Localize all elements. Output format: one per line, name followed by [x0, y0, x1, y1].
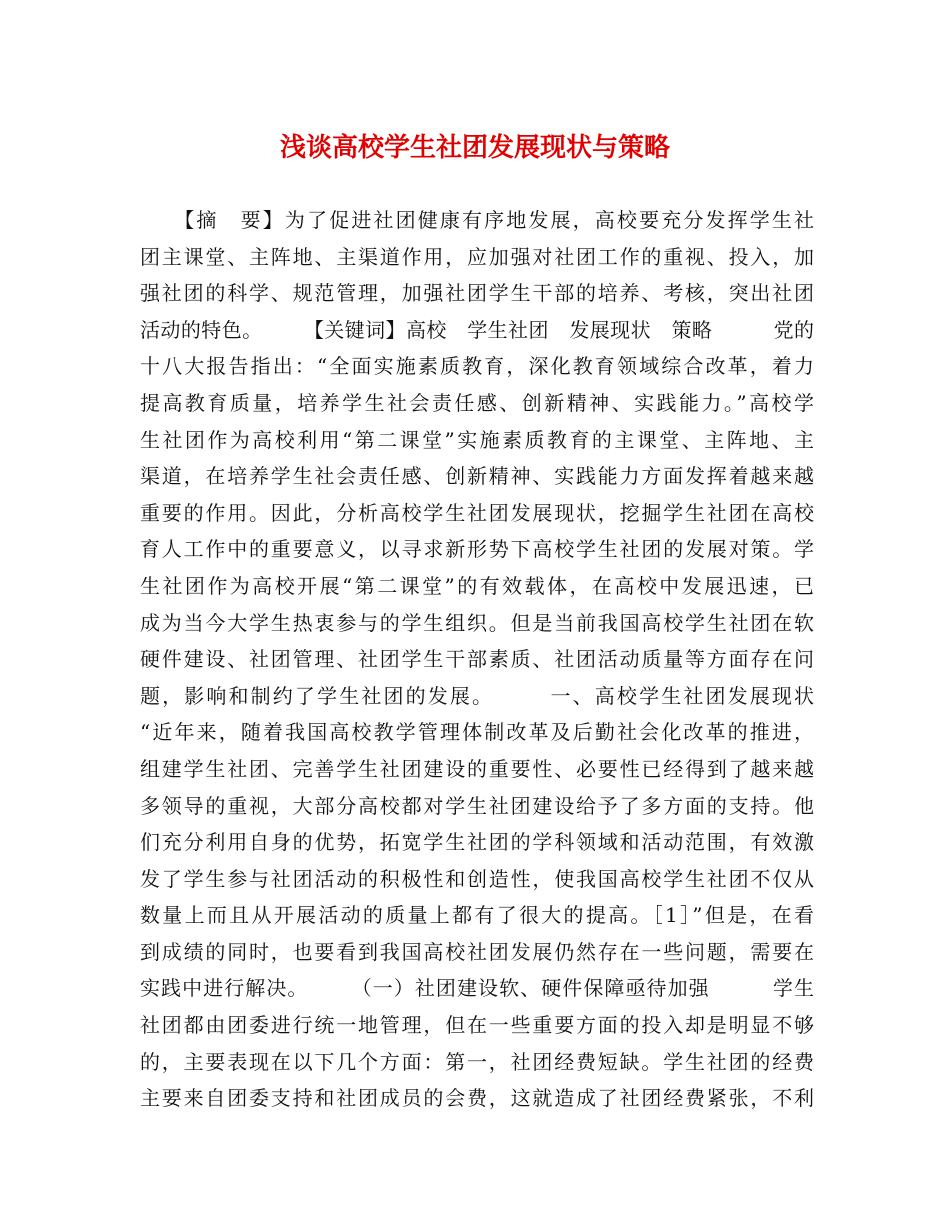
body-line: 的，主要表现在以下几个方面：第一，社团经费短缺。学生社团的经费 — [140, 1049, 814, 1074]
body-line: 重要的作用。因此，分析高校学生社团发展现状，挖掘学生社团在高校 — [140, 500, 814, 525]
body-line: 提高教育质量，培养学生社会责任感、创新精神、实践能力。”高校学 — [140, 390, 814, 415]
body-line: 活动的特色。 【关键词】高校 学生社团 发展现状 策略 党的 — [140, 317, 814, 342]
body-line: 们充分利用自身的优势，拓宽学生社团的学科领域和活动范围，有效激 — [140, 830, 814, 855]
body-line: 生社团作为高校开展“第二课堂”的有效载体，在高校中发展迅速，已 — [140, 573, 814, 598]
body-line: 硬件建设、社团管理、社团学生干部素质、社团活动质量等方面存在问 — [140, 647, 814, 672]
body-line: 渠道，在培养学生社会责任感、创新精神、实践能力方面发挥着越来越 — [140, 464, 814, 489]
body-line: 数量上而且从开展活动的质量上都有了很大的提高。［1］”但是，在看 — [140, 903, 814, 928]
document-body — [140, 202, 814, 1117]
body-line: 多领导的重视，大部分高校都对学生社团建设给予了多方面的支持。他 — [140, 793, 814, 818]
body-line: 发了学生参与社团活动的积极性和创造性，使我国高校学生社团不仅从 — [140, 866, 814, 891]
body-line: 社团都由团委进行统一地管理，但在一些重要方面的投入却是明显不够 — [140, 1013, 814, 1038]
body-line: 成为当今大学生热衷参与的学生组织。但是当前我国高校学生社团在软 — [140, 610, 814, 635]
body-line: 团主课堂、主阵地、主渠道作用，应加强对社团工作的重视、投入，加 — [140, 244, 814, 269]
body-line: 生社团作为高校利用“第二课堂”实施素质教育的主课堂、主阵地、主 — [140, 427, 814, 452]
body-line: 主要来自团委支持和社团成员的会费，这就造成了社团经费紧张，不利 — [140, 1086, 814, 1111]
body-line: 题，影响和制约了学生社团的发展。 一、高校学生社团发展现状 — [140, 683, 814, 708]
body-line: 育人工作中的重要意义，以寻求新形势下高校学生社团的发展对策。学 — [140, 537, 814, 562]
body-line: 组建学生社团、完善学生社团建设的重要性、必要性已经得到了越来越 — [140, 756, 814, 781]
body-line: 十八大报告指出：“全面实施素质教育，深化教育领域综合改革，着力 — [140, 354, 814, 379]
body-line: 到成绩的同时，也要看到我国高校社团发展仍然存在一些问题，需要在 — [140, 939, 814, 964]
document-title: 浅谈高校学生社团发展现状与策略 — [279, 133, 670, 163]
body-line: 【摘 要】为了促进社团健康有序地发展，高校要充分发挥学生社 — [140, 208, 814, 232]
body-line: 强社团的科学、规范管理，加强社团学生干部的培养、考核，突出社团 — [140, 281, 814, 306]
body-line: “近年来，随着我国高校教学管理体制改革及后勤社会化改革的推进， — [140, 720, 814, 745]
body-line: 实践中进行解决。 （一）社团建设软、硬件保障亟待加强 学生 — [140, 976, 814, 1001]
